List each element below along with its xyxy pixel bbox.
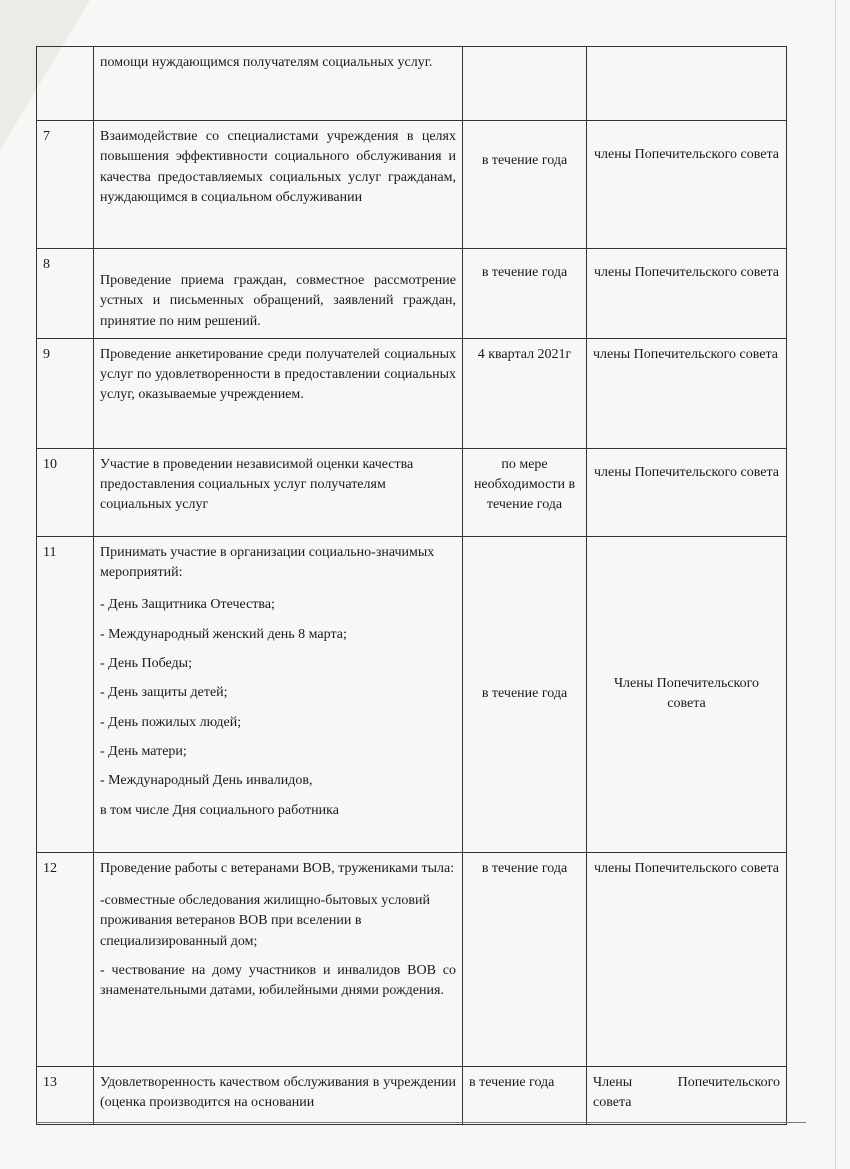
list-item: - Международный День инвалидов, <box>100 773 313 789</box>
responsible-cell: члены Попечительского совета <box>587 249 787 339</box>
list-item: - День Победы; <box>100 656 192 672</box>
table-row <box>37 47 787 121</box>
table-row <box>37 852 787 1066</box>
activity-intro: Проведение работы с ветеранами ВОВ, тружениками тыла: <box>100 860 455 876</box>
row-number: 13 <box>37 1066 94 1124</box>
responsible-cell: члены Попечительского совета <box>587 852 787 1066</box>
list-item: - День матери; <box>100 743 187 759</box>
plan-table <box>36 46 787 1125</box>
activity-cell: Проведение приема граждан, совместное рассмотрение устных и письменных обращений, заявлений граждан, принятие по ним решений. <box>94 249 463 339</box>
responsible-cell: члены Попечительского совета <box>587 338 787 448</box>
activity-cell: Взаимодействие со специалистами учреждения в целях повышения эффективности социального обслуживания и качества предоставляемых социальных услуг гражданам, нуждающимся в социальном обслуживании <box>94 121 463 249</box>
list-item: - День пожилых людей; <box>100 714 242 730</box>
list-item: - Международный женский день 8 марта; <box>100 626 347 642</box>
activity-cell <box>94 852 463 1066</box>
term-cell: в течение года <box>463 249 587 339</box>
bottom-border-line <box>36 1122 806 1123</box>
row-number: 12 <box>37 852 94 1066</box>
row-number: 9 <box>37 338 94 448</box>
table-row <box>37 536 787 852</box>
row-number: 7 <box>37 121 94 249</box>
term-cell: в течение года <box>463 536 587 852</box>
table-row <box>37 1066 787 1124</box>
term-cell: по мере необходимости в течение года <box>463 448 587 536</box>
term-cell: в течение года <box>463 852 587 1066</box>
term-cell: в течение года <box>463 121 587 249</box>
term-cell: 4 квартал 2021г <box>463 338 587 448</box>
list-item: в том числе Дня социального работника <box>100 802 339 818</box>
responsible-cell: Члены Попечительского совета <box>587 536 787 852</box>
responsible-cell: члены Попечительского совета <box>587 121 787 249</box>
term-cell: в течение года <box>463 1066 587 1124</box>
term-cell <box>463 47 587 121</box>
activity-cell: Участие в проведении независимой оценки качества предоставления социальных услуг получателям социальных услуг <box>94 448 463 536</box>
responsible-cell: члены Попечительского совета <box>587 448 787 536</box>
responsible-cell <box>587 47 787 121</box>
table-row <box>37 121 787 249</box>
activity-cell: Проведение анкетирование среди получателей социальных услуг по удовлетворенности в предоставлении социальных услуг, оказываемые учреждением. <box>94 338 463 448</box>
row-number: 8 <box>37 249 94 339</box>
activity-cell: Удовлетворенность качеством обслуживания в учреждении (оценка производится на основании <box>94 1066 463 1124</box>
activity-cell: помощи нуждающимся получателям социальных услуг. <box>94 47 463 121</box>
table-row <box>37 338 787 448</box>
row-number <box>37 47 94 121</box>
row-number: 11 <box>37 536 94 852</box>
list-item: - День защиты детей; <box>100 685 228 701</box>
table-row <box>37 249 787 339</box>
list-item: - чествование на дому участников и инвалидов ВОВ со знаменательными датами, юбилейными днями рождения. <box>100 963 456 999</box>
table-row <box>37 448 787 536</box>
page-edge <box>835 0 836 1169</box>
activity-cell <box>94 536 463 852</box>
responsible-cell: Члены Попечительского совета <box>587 1066 787 1124</box>
activity-intro: Принимать участие в организации социально-значимых мероприятий: <box>100 544 435 581</box>
list-item: -совместные обследования жилищно-бытовых условий проживания ветеранов ВОВ при вселении в специализированный дом; <box>100 893 431 949</box>
row-number: 10 <box>37 448 94 536</box>
list-item: - День Защитника Отечества; <box>100 597 275 613</box>
